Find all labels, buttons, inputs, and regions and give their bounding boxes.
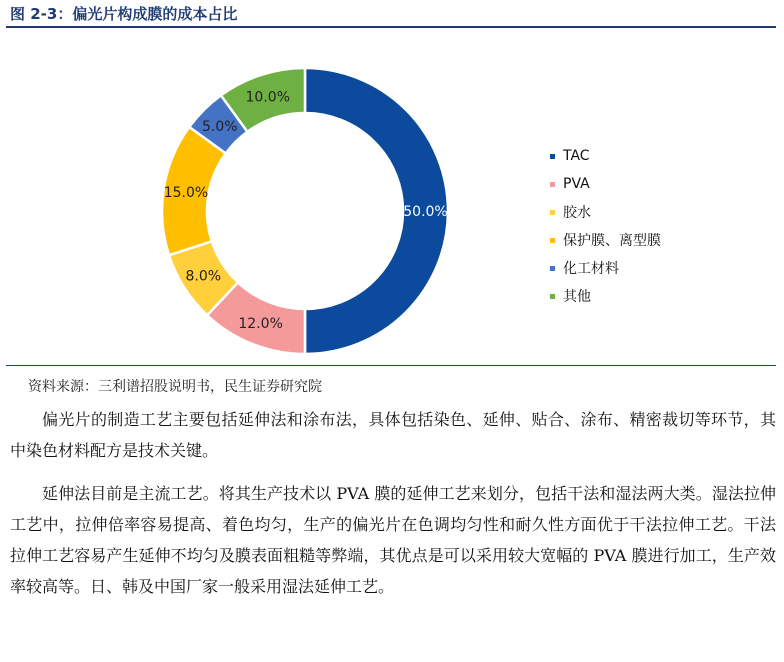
- donut-chart: [150, 65, 460, 365]
- legend-item-3: [550, 226, 661, 254]
- data-label-5: 10.0%: [245, 89, 291, 106]
- data-label-2: 8.0%: [185, 268, 222, 285]
- legend-item-4: [550, 254, 661, 282]
- data-label-0: 50.0%: [403, 204, 448, 220]
- legend-swatch: [550, 210, 555, 215]
- legend-label: TAC: [563, 148, 590, 164]
- legend-item-5: [550, 282, 661, 310]
- legend-label: 其他: [563, 289, 591, 305]
- legend-swatch: [550, 238, 555, 243]
- figure-title: 图 2-3：偏光片构成膜的成本占比: [10, 5, 238, 23]
- legend-label: 胶水: [563, 205, 591, 221]
- legend-label: 化工材料: [563, 261, 619, 277]
- figure-bottom-rule: [6, 365, 776, 366]
- legend-label: PVA: [563, 176, 590, 192]
- data-label-1: 12.0%: [238, 316, 283, 333]
- figure-source: 资料来源：三利谱招股说明书，民生证券研究院: [28, 379, 322, 395]
- body-text: [10, 404, 776, 614]
- data-label-3: 15.0%: [163, 185, 209, 202]
- legend-label: 保护膜、离型膜: [563, 233, 661, 249]
- legend-swatch: [550, 182, 555, 187]
- legend-item-0: [550, 142, 661, 170]
- body-paragraph-1: 偏光片的制造工艺主要包括延伸法和涂布法，具体包括染色、延伸、贴合、涂布、精密裁切等环节，其中染色材料配方是技术关键。: [10, 410, 776, 460]
- legend-item-1: [550, 170, 661, 198]
- chart-legend: [550, 142, 661, 310]
- legend-swatch: [550, 266, 555, 271]
- figure-top-rule: [6, 26, 776, 28]
- body-paragraph-2: 延伸法目前是主流工艺。将其生产技术以 PVA 膜的延伸工艺来划分，包括干法和湿法两大类。湿法拉伸工艺中，拉伸倍率容易提高、着色均匀，生产的偏光片在色调均匀性和耐久性方面优于干法拉伸工艺。干法拉伸工艺容易产生延伸不均匀及膜表面粗糙等弊端，其优点是可以采用较大宽幅的 PVA 膜进行加工，生产效率较高等。日、韩及中国厂家一般采用湿法延伸工艺。: [10, 484, 776, 596]
- legend-item-2: [550, 198, 661, 226]
- data-label-4: 5.0%: [202, 118, 238, 135]
- legend-swatch: [550, 294, 555, 299]
- legend-swatch: [550, 154, 555, 159]
